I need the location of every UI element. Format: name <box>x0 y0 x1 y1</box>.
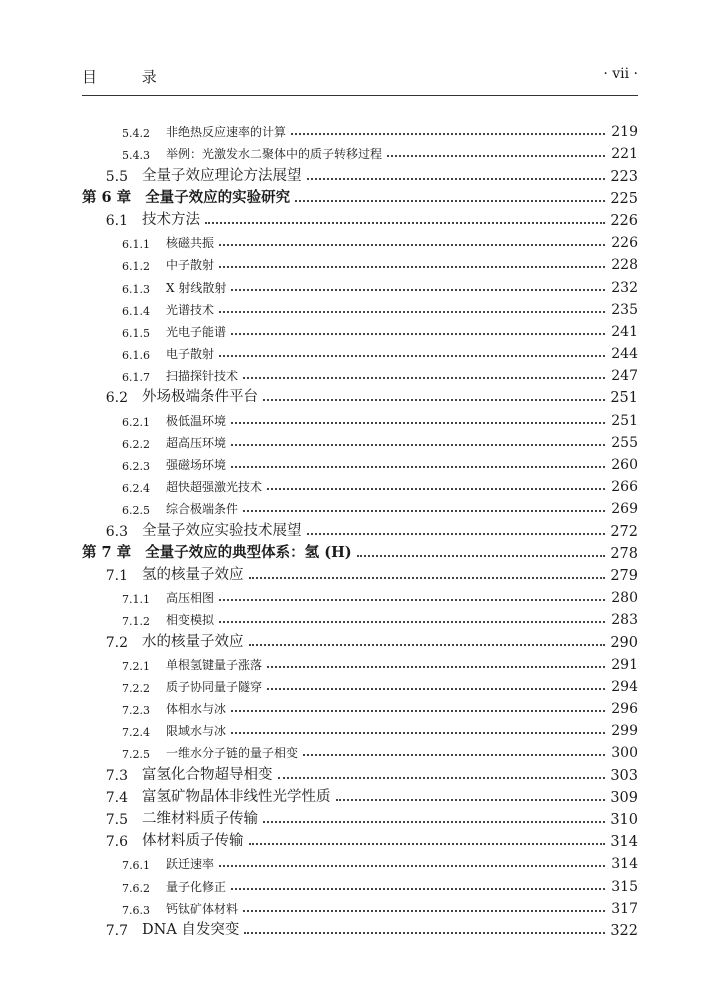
toc-entry-title: 极低温环境 <box>166 413 227 428</box>
dot-leader <box>243 910 605 912</box>
toc-entry[interactable] <box>82 761 638 783</box>
toc-entry[interactable] <box>82 406 638 428</box>
toc-entry-number: 6.2.5 <box>122 504 150 518</box>
toc-entry[interactable] <box>82 651 638 673</box>
running-header <box>82 66 638 88</box>
dot-leader <box>303 754 605 756</box>
toc-entry[interactable] <box>82 207 638 229</box>
toc-entry-title: 富氢化合物超导相变 <box>142 766 273 783</box>
toc-entry-page: 269 <box>611 501 638 518</box>
toc-entry-number: 7.1 <box>105 567 128 584</box>
toc-entry[interactable] <box>82 806 638 828</box>
toc-entry[interactable] <box>82 673 638 695</box>
toc-entry-number: 6.1.3 <box>122 282 150 296</box>
toc-entry-number: 6.2.1 <box>122 415 150 429</box>
toc-entry-page: 226 <box>611 235 638 252</box>
toc-entry[interactable] <box>82 540 638 562</box>
toc-entry-title: 综合极端条件 <box>166 502 239 517</box>
toc-entry-title: 强磁场环境 <box>166 458 227 472</box>
toc-entry-title: 钙钛矿体材料 <box>166 901 239 916</box>
toc-entry[interactable] <box>82 296 638 318</box>
toc-entry[interactable] <box>82 318 638 340</box>
toc-entry-page: 279 <box>610 567 638 584</box>
toc-entry[interactable] <box>82 340 638 362</box>
dot-leader <box>336 799 606 801</box>
dot-leader <box>231 289 605 291</box>
toc-entry-page: 300 <box>611 745 638 762</box>
toc-entry-page: 241 <box>611 323 638 340</box>
toc-entry[interactable] <box>82 917 638 939</box>
toc-entry-page: 251 <box>610 390 638 407</box>
toc-entry[interactable] <box>82 828 638 850</box>
toc-entry-page: 266 <box>611 479 638 496</box>
toc-entry-number: 7.2 <box>105 634 128 651</box>
toc-entry[interactable] <box>82 517 638 539</box>
toc-entry-page: 303 <box>610 767 638 784</box>
toc-entry-page: 226 <box>610 212 638 229</box>
toc-entry-number: 6.2.4 <box>122 482 150 496</box>
toc-entry-title: X 射线散射 <box>166 280 227 295</box>
toc-entry-title: 全量子效应理论方法展望 <box>142 167 302 184</box>
dot-leader <box>219 266 605 268</box>
toc-entry-number: 5.5 <box>105 168 128 185</box>
toc-entry-number: 7.2.3 <box>122 704 150 718</box>
dot-leader <box>205 222 605 224</box>
toc-entry-title: 水的核量子效应 <box>142 633 244 650</box>
header-title: 目 录 <box>82 68 177 86</box>
toc-entry[interactable] <box>82 895 638 917</box>
dot-leader <box>231 888 605 890</box>
dot-leader <box>219 311 605 313</box>
toc-entry-page: 315 <box>611 878 638 895</box>
toc-entry-page: 225 <box>610 190 638 207</box>
toc-entry[interactable] <box>82 118 638 140</box>
toc-entry[interactable] <box>82 495 638 517</box>
toc-entry-page: 232 <box>611 279 638 296</box>
dot-leader <box>267 666 605 668</box>
toc-entry-title: 全量子效应的实验研究 <box>145 188 291 206</box>
dot-leader <box>307 178 606 180</box>
toc-entry-number: 6.2.2 <box>122 437 150 451</box>
toc-entry-title: 举例：光激发水二聚体中的质子转移过程 <box>166 147 383 162</box>
dot-leader <box>231 732 605 734</box>
toc-entry-number: 7.2.1 <box>122 659 150 673</box>
toc-entry-page: 314 <box>610 834 638 851</box>
toc-entry-page: 280 <box>611 590 638 607</box>
toc-entry-title: 电子散射 <box>166 347 215 362</box>
dot-leader <box>219 244 605 246</box>
toc-entry-title: 外场极端条件平台 <box>142 389 258 406</box>
toc-entry-number: 7.6.1 <box>122 859 150 873</box>
toc-entry-page: 317 <box>611 900 638 917</box>
toc-entry-page: 314 <box>611 856 638 873</box>
toc-entry[interactable] <box>82 429 638 451</box>
toc-entry-page: 278 <box>610 545 638 562</box>
toc-entry-title: 限域水与冰 <box>166 724 227 739</box>
dot-leader <box>387 155 605 157</box>
toc-entry-number: 7.2.2 <box>122 681 150 695</box>
toc-entry-title: 相变模拟 <box>166 613 215 628</box>
toc-entry[interactable] <box>82 273 638 295</box>
toc-entry[interactable] <box>82 562 638 584</box>
dot-leader <box>243 510 605 512</box>
toc-entry-number: 第 6 章 <box>82 188 132 206</box>
toc-entry-title: 量子化修正 <box>166 879 227 894</box>
toc-entry-title: 体材料质子传输 <box>142 833 244 850</box>
toc-entry-page: 251 <box>611 412 638 429</box>
toc-entry-number: 7.6.3 <box>122 903 150 917</box>
toc-entry-title: 全量子效应的典型体系：氢 (H) <box>145 543 352 561</box>
toc-entry-page: 296 <box>611 701 638 718</box>
toc-entry-number: 6.1.7 <box>122 371 150 385</box>
dot-leader <box>291 133 605 135</box>
toc-entry[interactable] <box>82 140 638 162</box>
toc-entry-title: 中子散射 <box>166 258 215 273</box>
toc-entry-number: 7.7 <box>105 922 128 939</box>
toc-entry[interactable] <box>82 628 638 650</box>
toc-entry-title: DNA 自发突变 <box>142 921 240 938</box>
toc-entry-title: 非绝热反应速率的计算 <box>166 125 287 140</box>
dot-leader <box>243 377 605 379</box>
toc-entry-number: 7.5 <box>105 812 128 828</box>
toc-entry-number: 7.4 <box>105 789 128 806</box>
toc-entry-number: 6.1.2 <box>122 260 150 274</box>
toc-entry-page: 322 <box>610 922 638 939</box>
toc-entry-page: 219 <box>611 124 638 141</box>
toc-entry-number: 6.3 <box>105 523 128 540</box>
table-of-contents <box>82 118 638 939</box>
dot-leader <box>231 333 605 335</box>
toc-entry-page: 299 <box>611 723 638 740</box>
toc-entry[interactable] <box>82 850 638 872</box>
toc-entry-number: 6.1.5 <box>122 326 150 340</box>
toc-entry-title: 技术方法 <box>142 211 200 228</box>
dot-leader <box>307 533 606 535</box>
toc-entry-page: 223 <box>610 168 638 185</box>
toc-entry[interactable] <box>82 185 638 207</box>
toc-entry-number: 7.2.4 <box>122 726 150 740</box>
dot-leader <box>295 200 605 202</box>
toc-entry-title: 体相水与冰 <box>166 702 227 717</box>
toc-entry-page: 283 <box>611 612 638 629</box>
dot-leader <box>231 466 605 468</box>
dot-leader <box>278 777 606 779</box>
dot-leader <box>231 444 605 446</box>
dot-leader <box>249 843 606 845</box>
dot-leader <box>219 355 605 357</box>
dot-leader <box>267 488 605 490</box>
toc-entry-title: 核磁共振 <box>166 236 215 251</box>
toc-entry-number: 6.1 <box>105 212 128 229</box>
toc-entry[interactable] <box>82 695 638 717</box>
toc-entry-title: 氢的核量子效应 <box>142 566 244 583</box>
dot-leader <box>267 688 605 690</box>
toc-entry-number: 6.2.3 <box>122 460 150 473</box>
toc-entry-page: 309 <box>610 789 638 806</box>
toc-entry-number: 7.6 <box>105 834 128 851</box>
toc-entry-page: 255 <box>611 434 638 451</box>
toc-entry-page: 247 <box>611 368 638 385</box>
toc-entry-number: 7.1.2 <box>122 615 150 629</box>
dot-leader <box>231 710 605 712</box>
toc-entry-page: 310 <box>610 812 638 828</box>
toc-entry-title: 光谱技术 <box>166 302 215 317</box>
toc-entry[interactable] <box>82 473 638 495</box>
toc-entry-page: 221 <box>611 146 638 163</box>
toc-entry-number: 6.2 <box>105 390 128 407</box>
toc-entry-number: 6.1.6 <box>122 349 150 363</box>
toc-entry-page: 228 <box>611 257 638 274</box>
dot-leader <box>244 932 605 934</box>
toc-entry-title: 二维材料质子传输 <box>142 811 258 827</box>
toc-entry-title: 单根氢键量子涨落 <box>166 657 263 672</box>
dot-leader <box>231 422 605 424</box>
toc-entry-page: 235 <box>611 301 638 318</box>
toc-entry[interactable] <box>82 717 638 739</box>
toc-entry[interactable] <box>82 362 638 384</box>
toc-entry-number: 6.1.4 <box>122 304 150 318</box>
toc-entry[interactable] <box>82 229 638 251</box>
toc-entry[interactable] <box>82 451 638 473</box>
toc-entry-title: 质子协同量子隧穿 <box>166 679 263 694</box>
toc-entry-page: 272 <box>610 523 638 540</box>
toc-entry-number: 第 7 章 <box>82 543 132 561</box>
toc-entry-title: 高压相图 <box>166 591 215 606</box>
toc-entry-page: 244 <box>611 346 638 363</box>
toc-entry[interactable] <box>82 162 638 184</box>
dot-leader <box>249 577 606 579</box>
toc-entry-title: 光电子能谱 <box>166 324 227 339</box>
toc-entry-title: 一维水分子链的量子相变 <box>166 746 299 761</box>
toc-entry-title: 跃迁速率 <box>166 857 215 872</box>
dot-leader <box>219 599 605 601</box>
dot-leader <box>219 621 605 623</box>
toc-entry-page: 291 <box>611 656 638 673</box>
dot-leader <box>263 821 605 823</box>
toc-entry-page: 260 <box>611 457 638 473</box>
toc-entry-number: 5.4.2 <box>122 127 150 141</box>
toc-entry-number: 7.1.1 <box>122 593 150 607</box>
toc-entry-number: 7.3 <box>105 767 128 784</box>
dot-leader <box>219 865 605 867</box>
dot-leader <box>263 399 605 401</box>
dot-leader <box>249 644 606 646</box>
toc-entry-title: 超高压环境 <box>166 435 227 450</box>
header-rule <box>82 95 638 96</box>
toc-entry-number: 5.4.3 <box>122 149 150 163</box>
dot-leader <box>357 555 605 557</box>
toc-entry[interactable] <box>82 251 638 273</box>
toc-entry-number: 7.2.5 <box>122 748 150 762</box>
toc-entry-title: 富氢矿物晶体非线性光学性质 <box>142 788 331 805</box>
toc-entry[interactable] <box>82 872 638 894</box>
toc-entry-title: 扫描探针技术 <box>166 369 239 384</box>
toc-entry-number: 6.1.1 <box>122 238 150 252</box>
toc-entry[interactable] <box>82 739 638 761</box>
toc-entry[interactable] <box>82 784 638 806</box>
toc-entry[interactable] <box>82 384 638 406</box>
toc-entry-page: 290 <box>610 634 638 651</box>
toc-entry-page: 294 <box>611 678 638 695</box>
header-page-number: · vii · <box>603 66 638 82</box>
toc-entry[interactable] <box>82 584 638 606</box>
toc-entry-title: 超快超强激光技术 <box>166 480 263 495</box>
toc-entry[interactable] <box>82 606 638 628</box>
toc-entry-number: 7.6.2 <box>122 881 150 895</box>
toc-entry-title: 全量子效应实验技术展望 <box>142 522 302 539</box>
